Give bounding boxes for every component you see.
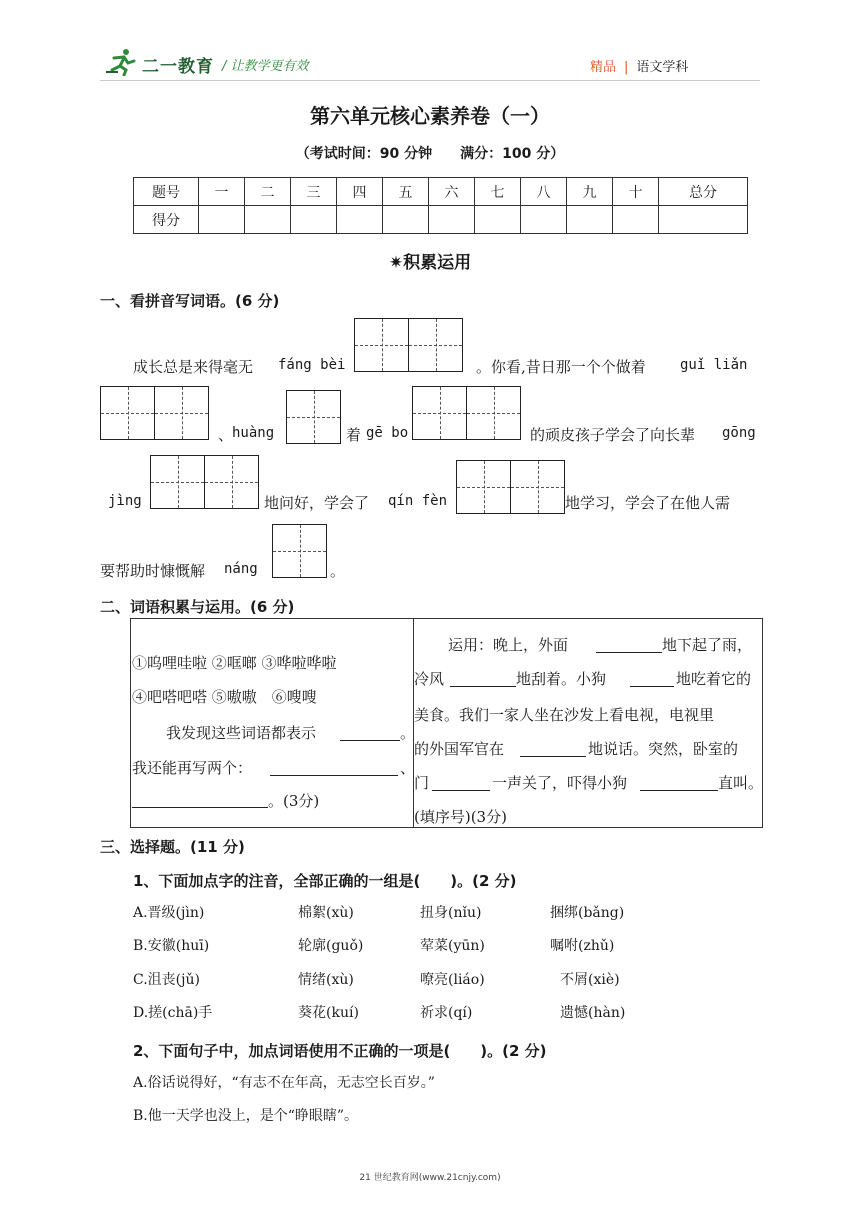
option-item: 遗憾(hàn) <box>560 1005 626 1021</box>
table-cell: 六 <box>429 178 475 206</box>
option-item: 扭身(nǐu) <box>420 905 482 921</box>
answer-blank[interactable] <box>132 806 268 808</box>
score-input-cell[interactable] <box>613 206 659 234</box>
q1-pinyin: huàng <box>232 425 275 441</box>
table-cell: 总分 <box>659 178 748 206</box>
score-input-cell[interactable] <box>337 206 383 234</box>
q2-text: 地下起了雨， <box>662 636 753 654</box>
q1-text: 要帮助时慷慨解 <box>100 562 206 580</box>
runner-logo-icon <box>106 48 138 76</box>
option-item[interactable]: B.安徽(huī) <box>133 938 210 954</box>
table-cell: 十 <box>613 178 659 206</box>
q2-text: 地说话。突然，卧室的 <box>588 740 739 758</box>
q2-text: 一声关了，吓得小狗 <box>492 774 628 792</box>
writing-grid[interactable] <box>150 455 259 509</box>
option-item: 轮廓(guǒ) <box>298 938 364 954</box>
option-item: 葵花(kuí) <box>298 1005 359 1021</box>
table-cell: 四 <box>337 178 383 206</box>
score-table-header-row <box>134 178 748 206</box>
answer-blank[interactable] <box>340 739 400 741</box>
question-1-heading: 一、看拼音写词语。(6 分) <box>100 292 280 310</box>
answer-blank[interactable] <box>432 789 490 791</box>
answer-blank[interactable] <box>520 755 586 757</box>
q2-text: 运用：晚上，外面 <box>448 636 569 654</box>
table-cell: 五 <box>383 178 429 206</box>
answer-blank[interactable] <box>450 685 516 687</box>
q1-text: 。你看,昔日那一个个做着 <box>476 358 646 376</box>
q1-text: 的顽皮孩子学会了向长辈 <box>530 426 696 444</box>
table-cell: 七 <box>475 178 521 206</box>
option-item[interactable]: A.俗话说得好，“有志不在年高，无志空长百岁。” <box>133 1075 435 1091</box>
score-input-cell[interactable] <box>567 206 613 234</box>
q1-pinyin: náng <box>224 561 258 577</box>
quality-label: 精品 <box>590 60 617 75</box>
table-cell: 三 <box>291 178 337 206</box>
header-separator: | <box>624 60 629 75</box>
answer-blank[interactable] <box>596 651 662 653</box>
q1-pinyin: qín fèn <box>388 493 448 509</box>
writing-grid[interactable] <box>354 318 463 372</box>
writing-grid[interactable] <box>456 460 565 514</box>
score-input-cell[interactable] <box>291 206 337 234</box>
table-cell: 八 <box>521 178 567 206</box>
q2-text: 地吃着它的 <box>676 670 752 688</box>
q1-text: 着 <box>346 426 362 444</box>
score-input-cell[interactable] <box>245 206 291 234</box>
exam-info: （考试时间：90 分钟 满分：100 分） <box>295 146 565 162</box>
option-item[interactable]: C.沮丧(jǔ) <box>133 972 200 988</box>
subject-label: 语文学科 <box>636 60 689 75</box>
option-item: 嘱咐(zhǔ) <box>550 938 615 954</box>
q2-text: 我发现这些词语都表示 <box>166 724 317 742</box>
table-cell: 一 <box>199 178 245 206</box>
table-cell: 题号 <box>134 178 199 206</box>
q1-pinyin: guǐ liǎn <box>680 357 748 373</box>
option-item: 嘹亮(liáo) <box>420 972 485 988</box>
option-item: 祈求(qí) <box>420 1005 473 1021</box>
score-input-cell[interactable] <box>199 206 245 234</box>
q2-text: 直叫。 <box>718 774 764 792</box>
q1-pinyin: gē bo <box>366 425 409 441</box>
writing-grid[interactable] <box>100 386 209 440</box>
writing-grid[interactable] <box>286 390 341 444</box>
writing-grid[interactable] <box>412 386 521 440</box>
score-input-cell[interactable] <box>429 206 475 234</box>
question-3-2: 2、下面句子中，加点词语使用不正确的一项是( )。(2 分) <box>133 1042 547 1060</box>
q1-text: 、 <box>218 426 234 444</box>
q2-text: 。 <box>400 724 416 742</box>
score-input-cell[interactable] <box>521 206 567 234</box>
q2-text: 冷风 <box>414 670 445 688</box>
option-item: 棉絮(xù) <box>298 905 354 921</box>
table-cell: 二 <box>245 178 291 206</box>
q1-text: 。 <box>330 562 346 580</box>
option-item[interactable]: B.他一天学也没上，是个“睁眼瞎”。 <box>133 1108 359 1124</box>
writing-grid[interactable] <box>272 524 327 578</box>
q2-text: (填序号)(3分) <box>414 808 507 826</box>
option-item: 情绪(xù) <box>298 972 354 988</box>
answer-blank[interactable] <box>640 789 718 791</box>
header-right <box>590 56 688 75</box>
q2-words: ④吧嗒吧嗒 ⑤嗷嗷 ⑥嗖嗖 <box>132 688 317 706</box>
answer-blank[interactable] <box>630 685 674 687</box>
q1-pinyin: jìng <box>108 493 142 509</box>
question-2-heading: 二、词语积累与运用。(6 分) <box>100 598 295 616</box>
section-heading: ✷积累运用 <box>388 253 472 273</box>
score-input-cell[interactable] <box>383 206 429 234</box>
score-input-cell[interactable] <box>659 206 748 234</box>
q2-text: 。(3分) <box>268 792 320 810</box>
q1-pinyin: fáng bèi <box>278 357 346 373</box>
option-item[interactable]: A.晋级(jìn) <box>133 905 205 921</box>
page-title: 第六单元核心素养卷（一） <box>310 104 550 128</box>
q1-pinyin: gōng <box>722 425 756 441</box>
q1-text: 成长总是来得毫无 <box>133 358 254 376</box>
question-3-heading: 三、选择题。(11 分) <box>100 838 245 856</box>
answer-blank[interactable] <box>270 774 398 776</box>
option-item[interactable]: D.搓(chā)手 <box>133 1005 213 1021</box>
q2-text: 地刮着。小狗 <box>516 670 607 688</box>
q1-text: 地学习，学会了在他人需 <box>565 494 731 512</box>
slogan: / 让教学更有效 <box>222 59 309 74</box>
q2-text: 的外国军官在 <box>414 740 505 758</box>
score-table <box>133 177 748 234</box>
header-divider <box>100 80 760 81</box>
q1-text: 地问好，学会了 <box>264 494 370 512</box>
option-item: 不屑(xiè) <box>560 972 620 988</box>
brand-name: 二一教育 <box>142 57 214 77</box>
table-cell: 九 <box>567 178 613 206</box>
score-input-cell[interactable] <box>475 206 521 234</box>
table-cell: 得分 <box>134 206 199 234</box>
q2-text: 门 <box>414 774 430 792</box>
q2-text: 我还能再写两个： <box>132 759 253 777</box>
option-item: 荤菜(yūn) <box>420 938 485 954</box>
option-item: 捆绑(bǎng) <box>550 905 625 921</box>
q2-words: ①呜哩哇啦 ②哐啷 ③哗啦哗啦 <box>132 654 337 672</box>
q2-text: 、 <box>400 759 416 777</box>
score-table-score-row <box>134 206 748 234</box>
q2-text: 美食。我们一家人坐在沙发上看电视，电视里 <box>414 706 715 724</box>
question-3-1: 1、下面加点字的注音，全部正确的一组是( )。(2 分) <box>133 872 517 890</box>
page-footer: 21 世纪教育网(www.21cnjy.com) <box>359 1173 501 1183</box>
